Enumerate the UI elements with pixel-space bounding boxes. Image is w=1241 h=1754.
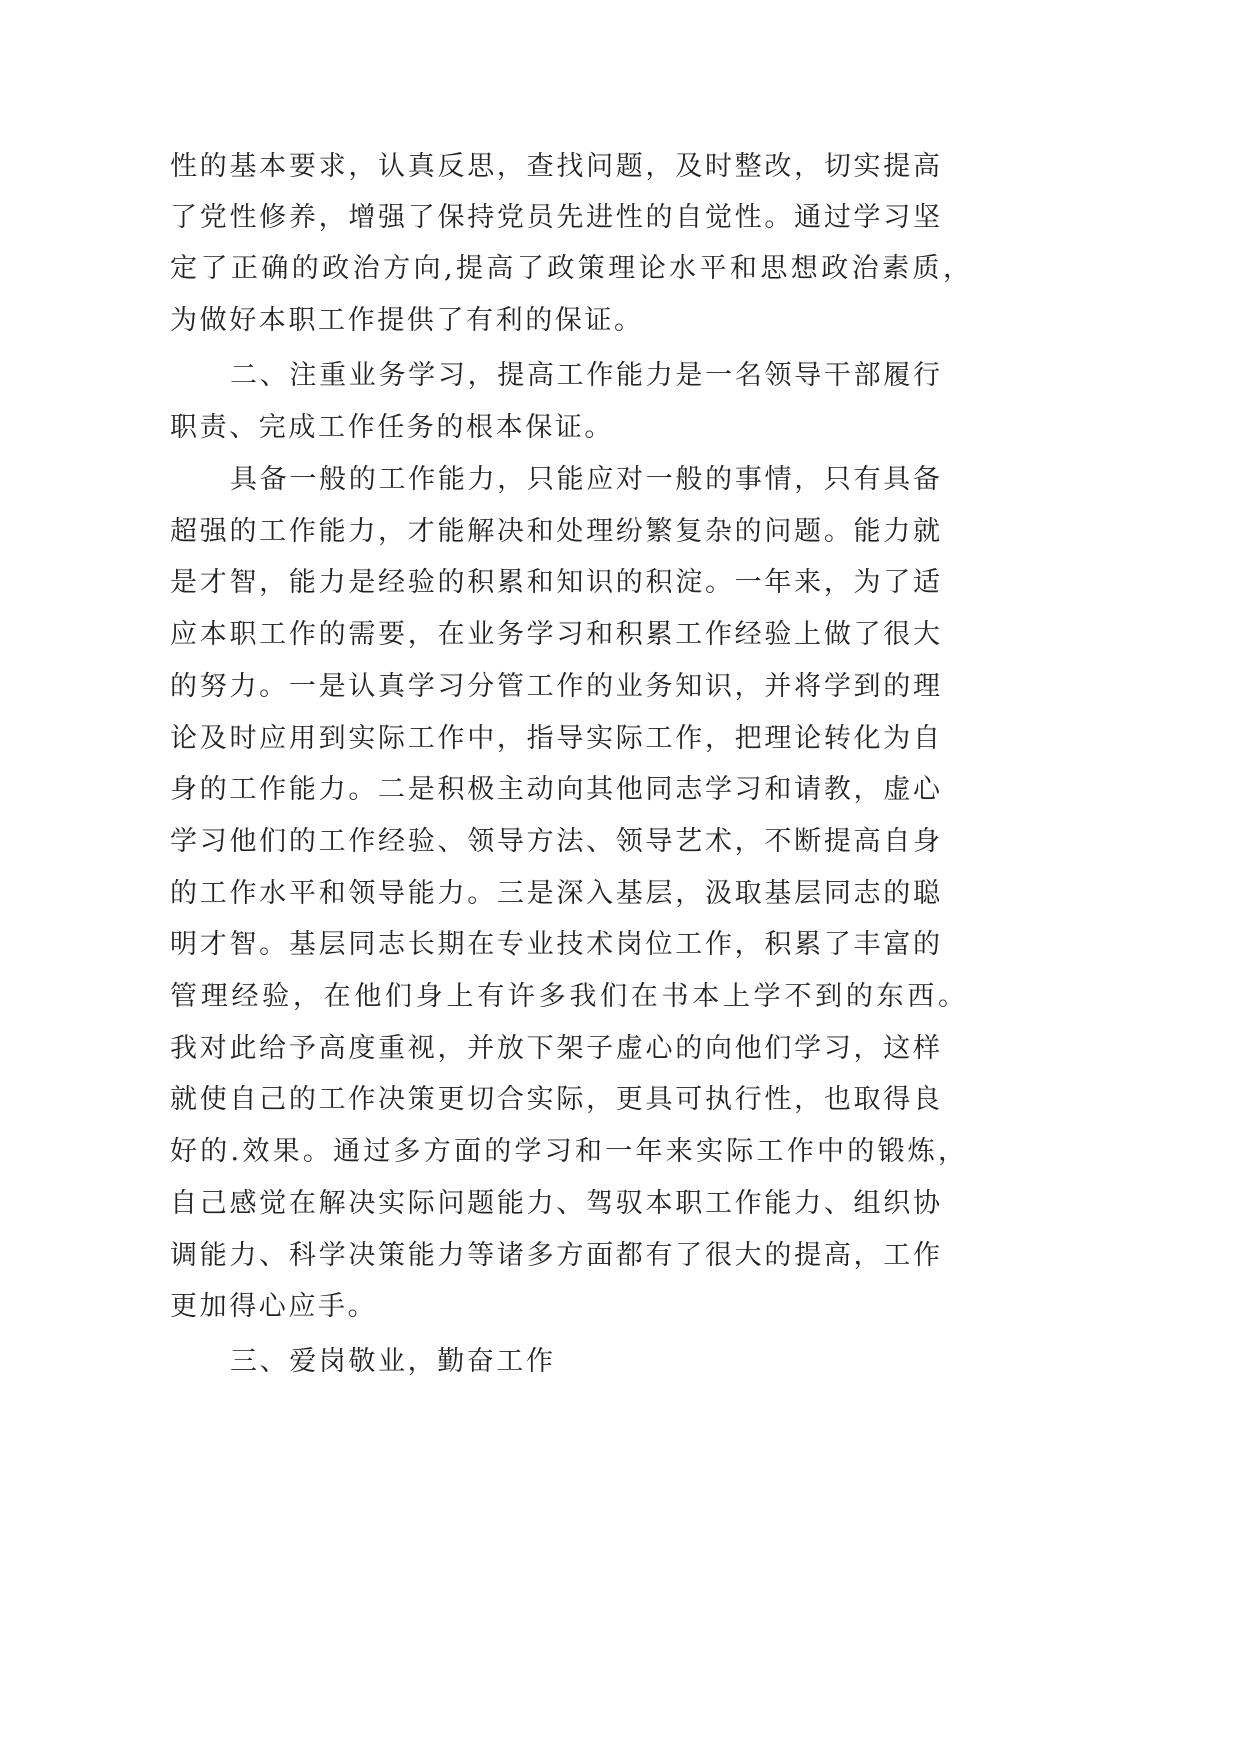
section-heading: 三、爱岗敬业，勤奋工作 — [230, 1346, 556, 1377]
text-line: 的努力。一是认真学习分管工作的业务知识，并将学到的理 — [170, 671, 940, 702]
text-line: 具备一般的工作能力，只能应对一般的事情，只有具备 — [230, 464, 940, 495]
section-heading: 二、注重业务学习，提高工作能力是一名领导干部履行 — [230, 360, 940, 391]
text-line: 管理经验，在他们身上有许多我们在书本上学不到的东西。 — [170, 981, 965, 1012]
text-line: 超强的工作能力，才能解决和处理纷繁复杂的问题。能力就 — [170, 516, 940, 547]
text-line: 学习他们的工作经验、领导方法、领导艺术，不断提高自身 — [170, 826, 940, 857]
text-line: 为做好本职工作提供了有利的保证。 — [170, 305, 644, 336]
text-line: 论及时应用到实际工作中，指导实际工作，把理论转化为自 — [170, 723, 940, 754]
text-line: 了党性修养，增强了保持党员先进性的自觉性。通过学习坚 — [170, 202, 940, 233]
text-line: 是才智，能力是经验的积累和知识的积淀。一年来，为了适 — [170, 567, 940, 598]
text-line: 我对此给予高度重视，并放下架子虚心的向他们学习，这样 — [170, 1033, 940, 1064]
text-line: 应本职工作的需要，在业务学习和积累工作经验上做了很大 — [170, 619, 940, 650]
text-line: 身的工作能力。二是积极主动向其他同志学习和请教，虚心 — [170, 774, 940, 805]
text-line: 明才智。基层同志长期在专业技术岗位工作，积累了丰富的 — [170, 929, 940, 960]
text-line: 就使自己的工作决策更切合实际，更具可执行性，也取得良 — [170, 1084, 940, 1115]
text-line: 调能力、科学决策能力等诸多方面都有了很大的提高，工作 — [170, 1240, 940, 1271]
text-line: 的工作水平和领导能力。三是深入基层，汲取基层同志的聪 — [170, 878, 940, 909]
text-line: 性的基本要求，认真反思，查找问题，及时整改，切实提高 — [170, 151, 940, 182]
text-line: 定了正确的政治方向,提高了政策理论水平和思想政治素质， — [170, 253, 970, 284]
text-line: 好的.效果。通过多方面的学习和一年来实际工作中的锻炼， — [170, 1136, 965, 1167]
text-line: 更加得心应手。 — [170, 1291, 378, 1322]
text-line: 自己感觉在解决实际问题能力、驾驭本职工作能力、组织协 — [170, 1188, 940, 1219]
text-line: 职责、完成工作任务的根本保证。 — [170, 412, 614, 443]
